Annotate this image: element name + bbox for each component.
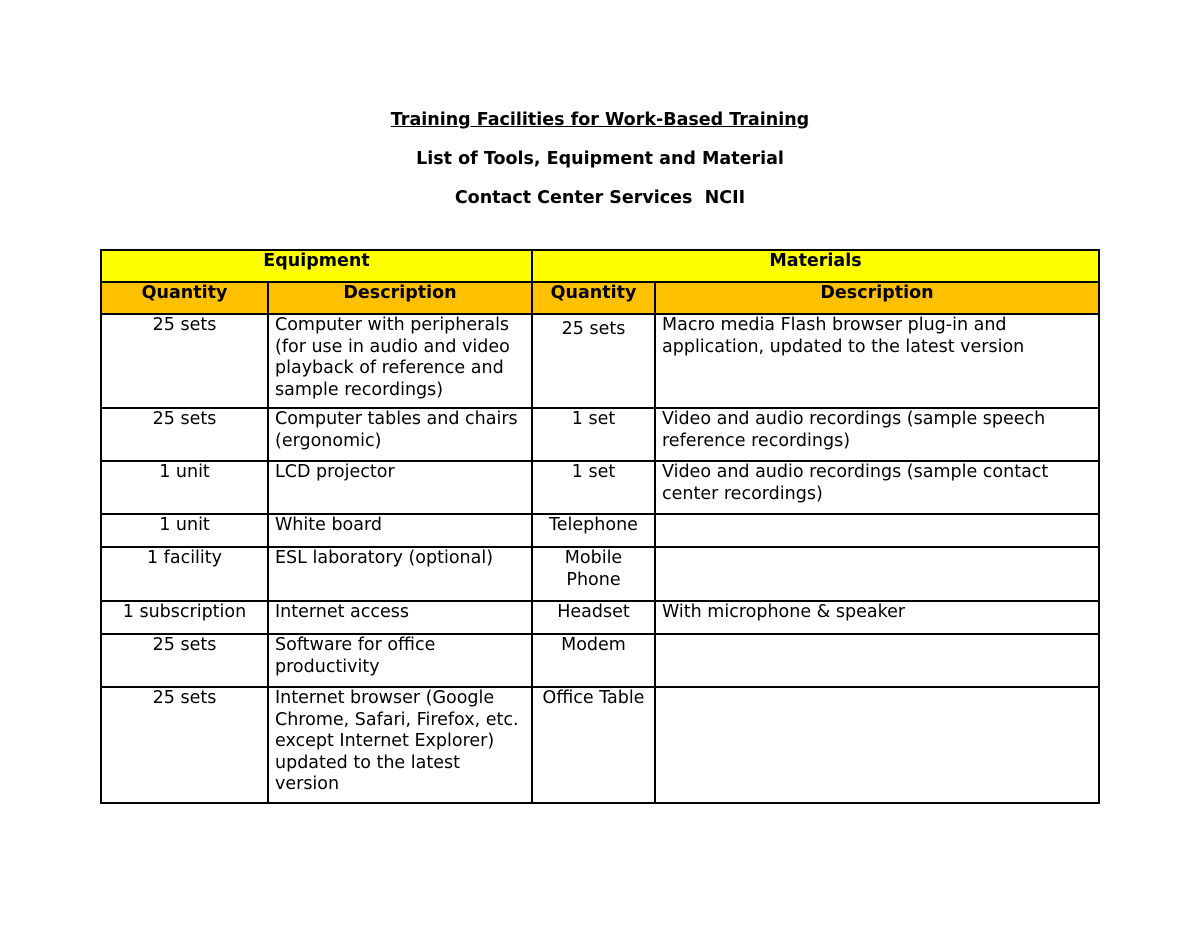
program-name: Contact Center Services NCII (454, 188, 746, 208)
table-row (101, 634, 1099, 687)
materials-quantity-cell: Mobile Phone (532, 547, 655, 601)
facilities-table (100, 249, 1100, 804)
column-header-row (101, 282, 1099, 314)
equipment-quantity-cell: 1 unit (101, 514, 268, 547)
materials-quantity-cell: 25 sets (532, 314, 655, 408)
equipment-quantity-cell: 25 sets (101, 314, 268, 408)
equipment-description-cell: Software for office productivity (268, 634, 532, 687)
materials-description-cell (655, 687, 1099, 803)
materials-description-cell: With microphone & speaker (655, 601, 1099, 634)
equipment-quantity-cell: 1 facility (101, 547, 268, 601)
materials-quantity-cell: Telephone (532, 514, 655, 547)
materials-description-cell: Macro media Flash browser plug-in and application, updated to the latest version (655, 314, 1099, 408)
materials-description-cell (655, 634, 1099, 687)
equipment-quantity-cell: 25 sets (101, 687, 268, 803)
materials-quantity-cell: Headset (532, 601, 655, 634)
equipment-description-cell: Computer tables and chairs (ergonomic) (268, 408, 532, 461)
group-header-row (101, 250, 1099, 282)
table-row (101, 514, 1099, 547)
equipment-group-header: Equipment (101, 250, 532, 282)
equipment-quantity-header: Quantity (101, 282, 268, 314)
equipment-description-cell: ESL laboratory (optional) (268, 547, 532, 601)
equipment-quantity-cell: 1 subscription (101, 601, 268, 634)
equipment-description-cell: Internet browser (Google Chrome, Safari, Firefox, etc. except Internet Explorer) updated to the latest version (268, 687, 532, 803)
document-subtitle: List of Tools, Equipment and Material (416, 149, 784, 169)
document-title: Training Facilities for Work-Based Training (390, 110, 810, 130)
equipment-description-cell: White board (268, 514, 532, 547)
materials-description-cell (655, 547, 1099, 601)
equipment-quantity-cell: 25 sets (101, 634, 268, 687)
equipment-quantity-cell: 25 sets (101, 408, 268, 461)
materials-quantity-header: Quantity (532, 282, 655, 314)
materials-description-cell: Video and audio recordings (sample speech reference recordings) (655, 408, 1099, 461)
materials-description-cell: Video and audio recordings (sample contact center recordings) (655, 461, 1099, 514)
materials-group-header: Materials (532, 250, 1099, 282)
table-row (101, 461, 1099, 514)
materials-description-header: Description (655, 282, 1099, 314)
equipment-quantity-cell: 1 unit (101, 461, 268, 514)
materials-quantity-cell: Modem (532, 634, 655, 687)
table-row (101, 601, 1099, 634)
table-row (101, 547, 1099, 601)
equipment-description-cell: LCD projector (268, 461, 532, 514)
materials-quantity-cell: Office Table (532, 687, 655, 803)
equipment-description-cell: Computer with peripherals (for use in audio and video playback of reference and sample recordings) (268, 314, 532, 408)
table-row (101, 687, 1099, 803)
materials-quantity-cell: 1 set (532, 461, 655, 514)
table-row (101, 314, 1099, 408)
materials-quantity-cell: 1 set (532, 408, 655, 461)
materials-description-cell (655, 514, 1099, 547)
table-row (101, 408, 1099, 461)
equipment-description-header: Description (268, 282, 532, 314)
equipment-description-cell: Internet access (268, 601, 532, 634)
